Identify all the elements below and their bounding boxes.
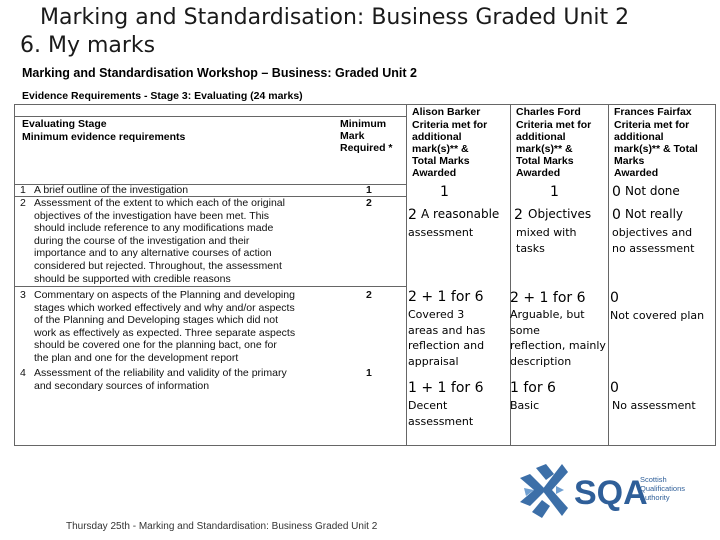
requirement-line: work as effectively as expected. Three separate aspects: [34, 326, 296, 339]
alison-note: reflection and: [408, 339, 485, 352]
charles-mark: 1: [550, 184, 559, 200]
charles-note: Arguable, but: [510, 308, 585, 321]
alison-mark: 1 + 1 for 6: [408, 380, 484, 396]
requirement-line: during the course of the investigation and their: [34, 234, 250, 247]
charles-note: reflection, mainly: [510, 339, 606, 352]
sqa-logo-sub: Authority: [640, 493, 670, 502]
requirement-line: objectives of the investigation have been met. This: [34, 209, 270, 222]
header-criteria-2: additional: [516, 131, 566, 143]
header-min-mark-3: Required *: [340, 142, 393, 154]
requirement-line: of the Planning and Developing stages which did not: [34, 314, 279, 327]
requirement-line: Commentary on aspects of the Planning and developing: [34, 289, 295, 301]
header-min-requirements: Minimum evidence requirements: [22, 131, 186, 143]
header-criteria-1: Criteria met for: [412, 119, 488, 131]
sqa-logo: [516, 460, 696, 520]
frances-mark: 0: [610, 290, 619, 306]
header-marker-frances: Frances Fairfax: [614, 106, 692, 118]
header-criteria-3: mark(s)** & Total: [614, 143, 698, 155]
charles-note: Objectives: [528, 207, 592, 221]
marks-table: [14, 104, 716, 446]
header-criteria-2: additional: [614, 131, 664, 143]
frances-mark: 0: [612, 207, 621, 223]
requirement-line: considered but rejected. Throughout, the assessment: [34, 260, 282, 272]
header-marker-alison: Alison Barker: [412, 106, 481, 118]
charles-mark: 2: [514, 207, 523, 223]
alison-note: assessment: [408, 226, 474, 239]
alison-note: appraisal: [408, 354, 459, 368]
frances-mark: 0: [612, 184, 621, 200]
header-criteria-2: additional: [412, 131, 462, 143]
header-min-mark-2: Mark: [340, 130, 365, 142]
charles-note: some: [510, 323, 540, 337]
requirement-line: Assessment of the reliability and validity of the primary: [34, 367, 287, 379]
row-number: 1: [20, 184, 26, 196]
slide-title-line-2: 6. My marks: [20, 33, 156, 58]
alison-note: A reasonable: [421, 207, 500, 221]
requirement-line: should be supported with credible reasons: [34, 272, 231, 285]
header-criteria-4: Marks: [614, 155, 645, 167]
header-criteria-1: Criteria met for: [614, 119, 690, 131]
requirement-line: Assessment of the extent to which each of the original: [34, 197, 285, 209]
charles-note: Basic: [510, 399, 540, 412]
header-stage: Evaluating Stage: [22, 118, 107, 130]
sqa-logo-sub: Scottish: [640, 475, 667, 484]
header-criteria-5: Awarded: [412, 167, 457, 179]
evidence-heading: Evidence Requirements - Stage 3: Evaluating (24 marks): [22, 90, 303, 102]
header-criteria-4: Total Marks: [516, 155, 574, 167]
sqa-saltire-icon: [516, 460, 696, 520]
alison-mark: 2: [408, 207, 417, 223]
frances-note: No assessment: [612, 399, 696, 412]
document-title: Marking and Standardisation Workshop – Business: Graded Unit 2: [22, 66, 417, 80]
requirement-line: stages which worked effectively and why and/or aspects: [34, 301, 295, 314]
header-min-mark-1: Minimum: [340, 118, 387, 130]
requirement-line: importance and to any alternative courses of action: [34, 247, 272, 260]
alison-note: assessment: [408, 414, 474, 428]
charles-mark: 2 + 1 for 6: [510, 290, 586, 306]
frances-note: objectives and: [612, 226, 693, 239]
requirement-line: A brief outline of the investigation: [34, 184, 189, 196]
charles-note: description: [510, 354, 572, 368]
frances-note: Not done: [625, 184, 680, 198]
alison-note: Covered 3: [408, 308, 465, 321]
frances-note: Not really: [625, 207, 684, 221]
header-criteria-1: Criteria met for: [516, 119, 592, 131]
row-number: 3: [20, 289, 26, 301]
requirement-line: should include reference to any modifications made: [34, 222, 274, 235]
row-number: 2: [20, 197, 26, 209]
frances-mark: 0: [610, 380, 619, 396]
header-criteria-5: Awarded: [614, 167, 659, 179]
min-mark-value: 1: [366, 367, 372, 379]
requirement-line: the plan and one for the development report: [34, 352, 239, 364]
alison-note: Decent: [408, 399, 448, 412]
sqa-logo-text: SQA: [574, 474, 648, 512]
charles-mark: 1 for 6: [510, 380, 556, 396]
charles-note: mixed with: [516, 226, 577, 239]
footer-text: Thursday 25th - Marking and Standardisation: Business Graded Unit 2: [66, 521, 378, 532]
frances-note: no assessment: [612, 242, 695, 255]
header-criteria-3: mark(s)** &: [412, 143, 469, 155]
alison-mark: 1: [440, 184, 449, 200]
document-scan: [14, 64, 716, 446]
frances-note: Not covered plan: [610, 309, 705, 322]
header-marker-charles: Charles Ford: [516, 106, 581, 118]
header-criteria-3: mark(s)** &: [516, 143, 573, 155]
requirement-line: and secondary sources of information: [34, 379, 210, 392]
header-criteria-5: Awarded: [516, 167, 561, 179]
row-number: 4: [20, 367, 26, 379]
requirement-line: should be covered one for the planning bact, one for: [34, 339, 277, 352]
slide-title-line-1: Marking and Standardisation: Business Graded Unit 2: [40, 5, 630, 30]
alison-note: areas and has: [408, 323, 486, 337]
header-criteria-4: Total Marks: [412, 155, 470, 167]
sqa-logo-sub: Qualifications: [640, 484, 686, 493]
min-mark-value: 2: [366, 289, 372, 301]
slide-title: [14, 4, 714, 60]
min-mark-value: 2: [366, 197, 372, 209]
min-mark-value: 1: [366, 184, 372, 196]
alison-mark: 2 + 1 for 6: [408, 289, 484, 305]
charles-note: tasks: [516, 242, 545, 255]
